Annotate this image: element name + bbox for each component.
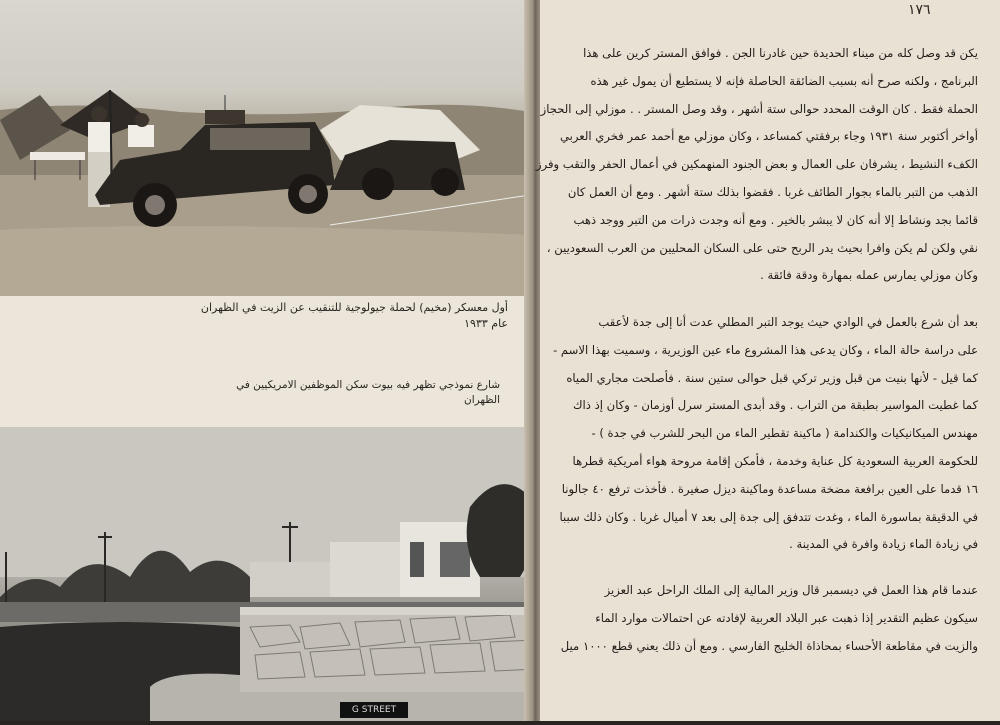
street-caption-line1: شارع نموذجي تظهر فيه بيوت سكن الموظفين الامريكيين في <box>236 379 500 391</box>
text-line: البرنامج ، ولكنه صرح أنه بسبب الضائقة الحاصلة فإنه لا يستطيع أن يمول غير هذه <box>590 73 978 88</box>
text-line: يكن قد وصل كله من ميناء الحديدة حين غادرنا الجن . فوافق المستر كرين على هذا <box>583 46 978 60</box>
text-line: على دراسة حالة الماء ، وكان يدعى هذا المشروع ماء عين الوزيرية ، وسميت بهذا الاسم - <box>553 342 978 357</box>
text-line: الحملة فقط . كان الوقت المحدد حوالى ستة أشهر ، وقد وصل المستر . . موزلي إلى الحجاز <box>540 101 978 116</box>
street-sign: G STREET <box>340 702 408 718</box>
camp-photo-drawing <box>0 0 530 296</box>
street-caption-line2: الظهران <box>464 394 500 406</box>
text-line: في الدقيقة بماسورة الماء ، وغدت تتدفق إلى جدة إلى بعد ٧ أميال غربا . وكان ذلك سببا <box>559 509 978 524</box>
street-photo <box>0 427 540 721</box>
right-page <box>535 0 1000 721</box>
camp-photo <box>0 0 530 296</box>
camp-photo-caption <box>8 300 508 332</box>
camp-caption-line1: أول معسكر (مخيم) لحملة جيولوجية للتنقيب عن الزيت في الظهران <box>200 301 508 314</box>
page-number: ١٧٦ <box>908 2 931 18</box>
text-line: في زيادة الماء زيادة وافرة في المدينة . <box>789 537 978 552</box>
street-photo-caption <box>100 378 500 408</box>
text-line: عندما قام هذا العمل في ديسمبر قال وزير المالية إلى الملك الراحل عبد العزيز <box>604 583 978 597</box>
text-line: نقي ولكن لم يكن وافرا بحيث يدر الربح حتى على السكان المحليين من العرب السعوديين ، <box>546 240 978 255</box>
text-line: وكان موزلي يمارس عمله بمهارة ودقة فائقة . <box>760 268 978 283</box>
text-line: للحكومة العربية السعودية كل عناية وخدمة ، فأمكن إقامة مروحة هواء أمريكية قطرها <box>572 453 978 468</box>
street-photo-drawing <box>0 427 540 721</box>
paragraph-2 <box>553 309 978 559</box>
text-line: الكفء النشيط ، يشرفان على العمال و بعض الجنود المنهمكين في أعمال الحفر والتقب وفرز <box>535 157 978 172</box>
text-line: مهندس الميكانيكيات والكندامة ( ماكينة تقطير الماء من البحر للشرب في جدة ) - <box>591 426 978 441</box>
text-line: ١٦ قدما على العين برافعة مضخة مساعدة وماكينة ديزل صغيرة . فأخذت ترفع ٤٠ جالونا <box>561 481 978 496</box>
camp-caption-line2: عام ١٩٣٣ <box>464 317 508 330</box>
text-line: قائما بجد ونشاط إلا أنه كان لا يبشر بالخير . ومع أنه وجدت ذرات من التبر ووجد ذهب <box>573 212 978 227</box>
text-line: كما قيل - لأنها بنيت من قبل وزير تركي قبل حوالى ستين سنة . فأصلحت مجاري المياه <box>566 370 978 385</box>
text-line: سيكون عظيم التقدير إذا ذهبت عبر البلاد العربية لإفادته عن احتمالات موارد الماء <box>595 610 978 625</box>
text-line: والزيت في مقاطعة الأحساء بمحاذاة الخليج الفارسي . ومع أن ذلك يعني قطع ١٠٠٠ ميل <box>560 638 978 653</box>
text-line: أواخر أكتوبر سنة ١٩٣١ وجاء برفقتي كمساعد ، وكان موزلي مع أحمد عمر فخري العربي <box>559 129 978 144</box>
text-line: كما غطيت المواسير بطبقة من التراب . وقد أبدى المستر سرل أوزمان - وكان إذ ذاك <box>572 398 978 413</box>
paragraph-1 <box>535 40 978 290</box>
text-line: الذهب من التبر بالماء بجوار الطائف غربا . فقضوا بذلك ستة أشهر . ومع أن العمل كان <box>567 184 978 199</box>
paragraph-3 <box>560 577 978 660</box>
text-line: بعد أن شرع بالعمل في الوادي حيث يوجد التبر المطلي عدت أنا إلى جدة لأعقب <box>598 315 978 329</box>
